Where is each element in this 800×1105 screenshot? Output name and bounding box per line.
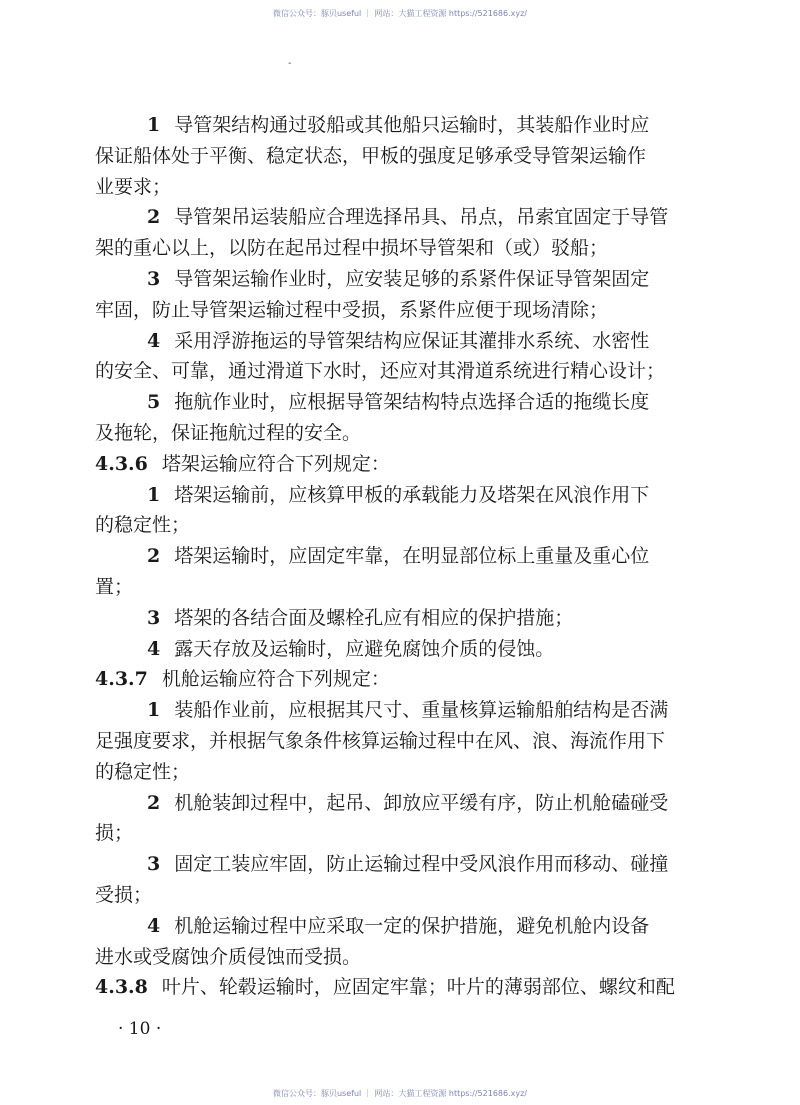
clause-number: 3 <box>147 606 161 629</box>
text-line <box>95 942 715 973</box>
line-text: 导管架结构通过驳船或其他船只运输时，其装船作业时应 <box>174 114 650 136</box>
line-text: 固定工装应牢固，防止运输过程中受风浪作用而移动、碰撞 <box>174 853 669 876</box>
text-line <box>95 695 715 726</box>
clause-number: 3 <box>147 853 161 876</box>
text-line <box>95 326 715 357</box>
clause-number: 1 <box>147 699 161 722</box>
line-text: 露天存放及运输时，应避免腐蚀介质的侵蚀。 <box>174 637 555 660</box>
line-text: 损； <box>95 822 134 845</box>
text-line <box>95 202 715 233</box>
line-text: 塔架的各结合面及螺栓孔应有相应的保护措施； <box>174 606 574 629</box>
text-line <box>95 541 715 572</box>
line-text: 牢固，防止导管架运输过程中受损，系紧件应便于现场清除； <box>95 298 609 321</box>
clause-number: 3 <box>147 267 161 290</box>
text-line <box>95 480 715 511</box>
line-text: 采用浮游拖运的导管架结构应保证其灌排水系统、水密性 <box>174 329 650 352</box>
text-line <box>95 387 715 418</box>
page-number: · 10 · <box>118 1019 162 1039</box>
text-line <box>95 356 715 387</box>
text-line <box>95 233 715 264</box>
text-line <box>95 510 715 541</box>
line-text: 的稳定性； <box>95 514 191 537</box>
line-text: 进水或受腐蚀介质侵蚀而受损。 <box>95 945 362 968</box>
line-text: 塔架运输前，应核算甲板的承载能力及塔架在风浪作用下 <box>174 483 650 506</box>
line-text: 塔架运输应符合下列规定： <box>161 452 390 475</box>
line-text: 拖航作业时，应根据导管架结构特点选择合适的拖缆长度 <box>174 391 650 414</box>
line-text: 机舱装卸过程中，起吊、卸放应平缓有序，防止机舱磕碰受 <box>174 791 669 814</box>
line-text: 机舱运输过程中应采取一定的保护措施，避免机舱内设备 <box>174 914 650 937</box>
clause-number: 4.3.6 <box>95 452 148 475</box>
clause-number: 1 <box>147 114 161 136</box>
line-text: 架的重心以上，以防在起吊过程中损坏导管架和（或）驳船； <box>95 237 609 260</box>
text-line <box>95 818 715 849</box>
line-text: 足强度要求，并根据气象条件核算运输过程中在风、浪、海流作用下 <box>95 729 666 752</box>
text-line <box>95 572 715 603</box>
clause-number: 4 <box>147 914 161 937</box>
clause-number: 4.3.8 <box>95 976 148 999</box>
clause-number: 1 <box>147 483 161 506</box>
text-line <box>95 788 715 819</box>
text-line <box>95 449 715 480</box>
text-line <box>95 726 715 757</box>
text-line <box>95 757 715 788</box>
document-body <box>95 110 715 1003</box>
clause-number: 2 <box>147 545 161 568</box>
line-text: 塔架运输时，应固定牢靠，在明显部位标上重量及重心位 <box>174 545 650 568</box>
clause-number: 4 <box>147 329 161 352</box>
text-line <box>95 295 715 326</box>
text-line <box>95 418 715 449</box>
line-text: 的稳定性； <box>95 760 191 783</box>
line-text: 导管架吊运装船应合理选择吊具、吊点，吊索宜固定于导管 <box>174 206 669 229</box>
scan-mark: - <box>288 58 292 69</box>
line-text: 保证船体处于平衡、稳定状态，甲板的强度足够承受导管架运输作 <box>95 144 647 167</box>
line-text: 及拖轮，保证拖航过程的安全。 <box>95 421 362 444</box>
text-line <box>95 141 715 172</box>
text-line <box>95 664 715 695</box>
line-text: 业要求； <box>95 175 172 198</box>
line-text: 受损； <box>95 883 153 906</box>
clause-number: 2 <box>147 791 161 814</box>
text-line <box>95 911 715 942</box>
text-line <box>95 972 715 1003</box>
line-text: 置； <box>95 575 134 598</box>
text-line <box>95 880 715 911</box>
line-text: 导管架运输作业时，应安装足够的系紧件保证导管架固定 <box>174 267 650 290</box>
text-line <box>95 172 715 203</box>
text-line <box>95 603 715 634</box>
clause-number: 4.3.7 <box>95 668 148 691</box>
clause-number: 2 <box>147 206 161 229</box>
line-text: 机舱运输应符合下列规定： <box>161 668 390 691</box>
line-text: 的安全、可靠，通过滑道下水时，还应对其滑道系统进行精心设计； <box>95 360 666 383</box>
text-line <box>95 634 715 665</box>
header-watermark: 微信公众号：豚贝useful ｜ 网站：大猫工程资源 https://521686.xyz/ <box>272 9 528 18</box>
line-text: 叶片、轮毂运输时，应固定牢靠；叶片的薄弱部位、螺纹和配 <box>161 976 675 999</box>
line-text: 装船作业前，应根据其尺寸、重量核算运输船舶结构是否满 <box>174 699 669 722</box>
text-line <box>95 110 715 141</box>
text-line <box>95 264 715 295</box>
clause-number: 4 <box>147 637 161 660</box>
text-line <box>95 849 715 880</box>
footer-watermark: 微信公众号：豚贝useful ｜ 网站：大猫工程资源 https://521686.xyz/ <box>272 1089 528 1098</box>
clause-number: 5 <box>147 391 161 414</box>
